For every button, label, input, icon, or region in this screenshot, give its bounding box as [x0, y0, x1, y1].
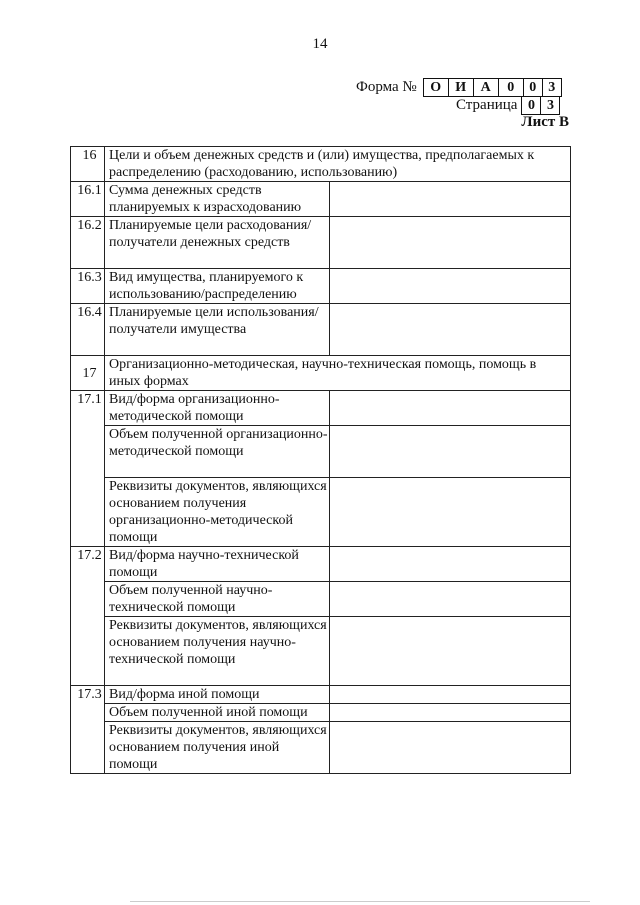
row-value-field[interactable] [330, 182, 571, 217]
form-code-boxes [423, 78, 562, 97]
form-number [356, 78, 562, 97]
row-value-field[interactable] [330, 391, 571, 426]
section-title: Цели и объем денежных средств и (или) имущества, предполагаемых к распределению (расходованию, использованию) [105, 147, 571, 182]
row-label: Реквизиты документов, являющихся основанием получения организационно-методической помощи [105, 478, 330, 547]
row-label: Планируемые цели использования/получатели имущества [105, 304, 330, 356]
row-label: Объем полученной организационно-методической помощи [105, 426, 330, 478]
row-value-field[interactable] [330, 582, 571, 617]
row-value-field[interactable] [330, 426, 571, 478]
form-code-char: 3 [542, 79, 561, 96]
sheet-label: Лист В [521, 114, 569, 130]
row-label: Реквизиты документов, являющихся основанием получения научно-технической помощи [105, 617, 330, 686]
table-row [71, 304, 571, 356]
row-number: 17.2 [71, 547, 105, 686]
row-number: 17.1 [71, 391, 105, 547]
page-code-char: 3 [540, 97, 559, 114]
section-title: Организационно-методическая, научно-техническая помощь, помощь в иных формах [105, 356, 571, 391]
scan-edge-line [130, 901, 590, 902]
row-label: Объем полученной иной помощи [105, 704, 330, 722]
row-value-field[interactable] [330, 722, 571, 774]
table-row [71, 547, 571, 582]
table-row [71, 617, 571, 686]
row-label: Реквизиты документов, являющихся основанием получения иной помощи [105, 722, 330, 774]
row-number: 16.2 [71, 217, 105, 269]
page-number: 14 [312, 36, 328, 52]
row-value-field[interactable] [330, 704, 571, 722]
row-label: Сумма денежных средств планируемых к израсходованию [105, 182, 330, 217]
page-code-boxes [521, 96, 560, 115]
section-17-header [71, 356, 571, 391]
form-code-char: И [448, 79, 473, 96]
row-number: 17.3 [71, 686, 105, 774]
section-16-header [71, 147, 571, 182]
form-code-char: А [473, 79, 498, 96]
table-row [71, 426, 571, 478]
form-code-char: 0 [498, 79, 523, 96]
row-label: Вид имущества, планируемого к использованию/распределению [105, 269, 330, 304]
row-value-field[interactable] [330, 617, 571, 686]
row-label: Объем полученной научно-технической помощи [105, 582, 330, 617]
row-value-field[interactable] [330, 217, 571, 269]
table-row [71, 217, 571, 269]
table-row [71, 704, 571, 722]
row-number: 16.3 [71, 269, 105, 304]
row-number: 16.4 [71, 304, 105, 356]
form-code-char: 0 [523, 79, 542, 96]
row-number: 16.1 [71, 182, 105, 217]
row-label: Вид/форма научно-технической помощи [105, 547, 330, 582]
row-value-field[interactable] [330, 304, 571, 356]
row-label: Вид/форма иной помощи [105, 686, 330, 704]
row-value-field[interactable] [330, 686, 571, 704]
table-row [71, 582, 571, 617]
table-row [71, 391, 571, 426]
table-row [71, 686, 571, 704]
table-row [71, 269, 571, 304]
row-label: Вид/форма организационно-методической помощи [105, 391, 330, 426]
row-value-field[interactable] [330, 478, 571, 547]
page-indicator-label: Страница [456, 97, 518, 113]
row-label: Планируемые цели расходования/получатели денежных средств [105, 217, 330, 269]
page-code-char: 0 [527, 98, 535, 113]
page-indicator [456, 96, 560, 115]
form-number-label: Форма № [356, 79, 417, 95]
row-value-field[interactable] [330, 547, 571, 582]
form-code-char: О [430, 80, 442, 95]
row-value-field[interactable] [330, 269, 571, 304]
table-row [71, 478, 571, 547]
table-row [71, 722, 571, 774]
form-table [70, 146, 571, 774]
section-number: 17 [71, 356, 105, 391]
table-row [71, 182, 571, 217]
section-number: 16 [71, 147, 105, 182]
